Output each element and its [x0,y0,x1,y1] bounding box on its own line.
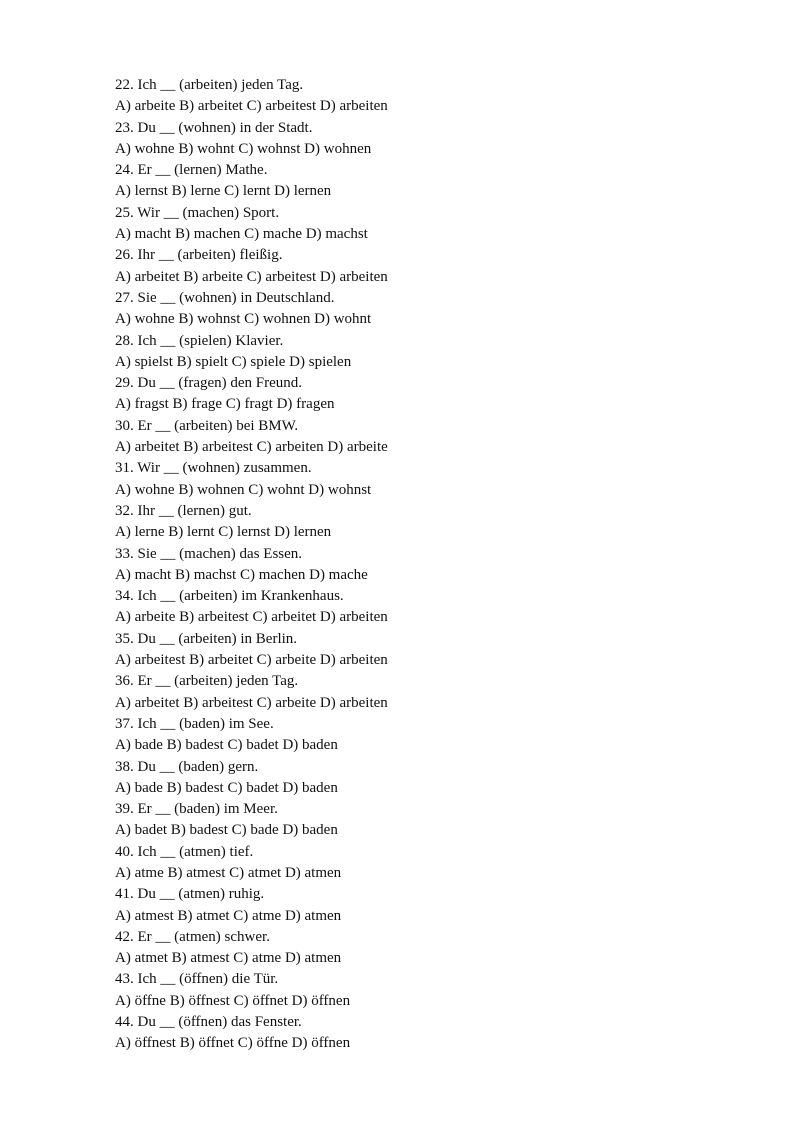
question-text: 36. Er __ (arbeiten) jeden Tag. [115,673,299,690]
question-text: 22. Ich __ (arbeiten) jeden Tag. [115,77,304,93]
question-text: 29. Du __ (fragen) den Freund. [115,375,303,392]
answer-options: A) wohne B) wohnst C) wohnen D) wohnt [115,311,372,328]
question-text: 25. Wir __ (machen) Sport. [115,204,280,221]
answer-options: A) atmet B) atmest C) atme D) atmen [115,950,342,967]
answer-options: A) lerne B) lernt C) lernst D) lernen [115,524,332,541]
question-text: 31. Wir __ (wohnen) zusammen. [115,460,312,477]
question-text: 41. Du __ (atmen) ruhig. [115,886,265,903]
exercise-list [115,75,715,1055]
question-text: 43. Ich __ (öffnen) die Tür. [115,971,279,988]
answer-options: A) arbeite B) arbeitest C) arbeitet D) arbeiten [115,609,388,626]
answer-options: A) öffne B) öffnest C) öffnet D) öffnen [115,992,351,1009]
answer-options: A) arbeitet B) arbeite C) arbeitest D) arbeiten [115,268,388,285]
answer-options: A) atme B) atmest C) atmet D) atmen [115,864,342,881]
question-text: 24. Er __ (lernen) Mathe. [115,162,268,179]
question-text: 23. Du __ (wohnen) in der Stadt. [115,119,313,136]
answer-options: A) arbeitest B) arbeitet C) arbeite D) arbeiten [115,652,388,669]
answer-options: A) arbeitet B) arbeitest C) arbeiten D) arbeite [115,439,388,456]
answer-options: A) bade B) badest C) badet D) baden [115,737,338,754]
answer-options: A) bade B) badest C) badet D) baden [115,779,338,796]
question-text: 27. Sie __ (wohnen) in Deutschland. [115,289,335,306]
question-text: 40. Ich __ (atmen) tief. [115,843,254,860]
answer-options: A) lernst B) lerne C) lernt D) lernen [115,183,332,200]
question-text: 28. Ich __ (spielen) Klavier. [115,332,284,349]
answer-options: A) badet B) badest C) bade D) baden [115,822,338,839]
question-text: 37. Ich __ (baden) im See. [115,715,274,732]
question-text: 33. Sie __ (machen) das Essen. [115,545,303,562]
question-text: 35. Du __ (arbeiten) in Berlin. [115,630,298,647]
question-text: 38. Du __ (baden) gern. [115,758,259,775]
answer-options: A) öffnest B) öffnet C) öffne D) öffnen [115,1035,351,1052]
answer-options: A) wohne B) wohnt C) wohnst D) wohnen [115,140,372,157]
answer-options: A) fragst B) frage C) fragt D) fragen [115,396,335,413]
question-text: 34. Ich __ (arbeiten) im Krankenhaus. [115,588,344,605]
question-text: 26. Ihr __ (arbeiten) fleißig. [115,247,283,264]
question-text: 44. Du __ (öffnen) das Fenster. [115,1014,302,1031]
answer-options: A) macht B) machst C) machen D) mache [115,566,368,583]
answer-options: A) arbeite B) arbeitet C) arbeitest D) arbeiten [115,98,388,115]
question-text: 42. Er __ (atmen) schwer. [115,928,270,945]
answer-options: A) spielst B) spielt C) spiele D) spielen [115,353,352,370]
answer-options: A) macht B) machen C) mache D) machst [115,226,368,243]
question-text: 39. Er __ (baden) im Meer. [115,801,278,818]
answer-options: A) arbeitet B) arbeitest C) arbeite D) arbeiten [115,694,388,711]
question-text: 30. Er __ (arbeiten) bei BMW. [115,417,299,434]
answer-options: A) wohne B) wohnen C) wohnt D) wohnst [115,481,372,498]
answer-options: A) atmest B) atmet C) atme D) atmen [115,907,342,924]
question-text: 32. Ihr __ (lernen) gut. [115,502,252,519]
